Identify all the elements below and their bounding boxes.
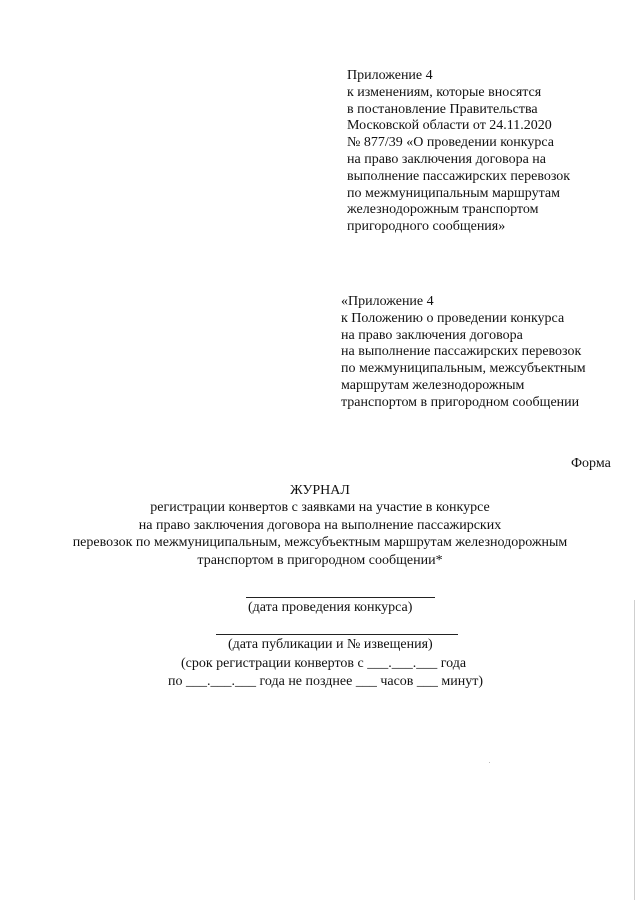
journal-subtitle-line: перевозок по межмуниципальным, межсубъектным маршрутам железнодорожным (72, 535, 568, 551)
appendix-sub-line: по межмуниципальным, межсубъектным (341, 361, 586, 377)
appendix-header-line: по межмуниципальным маршрутам (347, 185, 560, 201)
appendix-header-line: железнодорожным транспортом (347, 202, 539, 218)
publication-caption: (дата публикации и № извещения) (228, 637, 433, 652)
appendix-header-line: № 877/39 «О проведении конкурса (347, 135, 555, 151)
conduct-date-underline (246, 597, 435, 598)
appendix-header-line: в постановление Правительства (347, 101, 538, 117)
appendix-header-line: Московской области от 24.11.2020 (347, 118, 552, 134)
appendix-sub-line: маршрутам железнодорожным (341, 377, 525, 393)
appendix-sub-line: к Положению о проведении конкурса (341, 310, 565, 326)
scan-speck (489, 762, 490, 763)
appendix-sub-line: «Приложение 4 (341, 294, 434, 309)
appendix-header (347, 68, 570, 236)
appendix-header-line: Приложение 4 (347, 68, 433, 83)
registration-term-line: по ___.___.___ года не позднее ___ часов ___ минут) (168, 674, 484, 689)
form-label: Форма (571, 456, 611, 471)
appendix-sub-line: транспортом в пригородном сообщении (341, 394, 580, 410)
conduct-date-caption: (дата проведения конкурса) (248, 600, 413, 615)
journal-subtitle (0, 499, 640, 569)
appendix-header-line: пригородного сообщения» (347, 219, 506, 235)
appendix-header-line: выполнение пассажирских перевозок (347, 168, 571, 184)
journal-title: ЖУРНАЛ (290, 483, 350, 498)
registration-term-line: (срок регистрации конвертов с ___.___.___ года (181, 656, 467, 671)
journal-subtitle-line: транспортом в пригородном сообщении* (197, 552, 443, 568)
appendix-sub-header (341, 294, 586, 412)
appendix-header-line: на право заключения договора на (347, 151, 547, 167)
appendix-header-line: к изменениям, которые вносятся (347, 84, 542, 100)
scan-edge-mark (634, 600, 635, 900)
publication-underline (216, 634, 458, 635)
journal-subtitle-line: регистрации конвертов с заявками на участие в конкурсе (150, 500, 490, 515)
journal-subtitle-line: на право заключения договора на выполнение пассажирских (138, 517, 502, 533)
appendix-sub-line: на выполнение пассажирских перевозок (341, 344, 582, 360)
appendix-sub-line: на право заключения договора (341, 327, 523, 343)
